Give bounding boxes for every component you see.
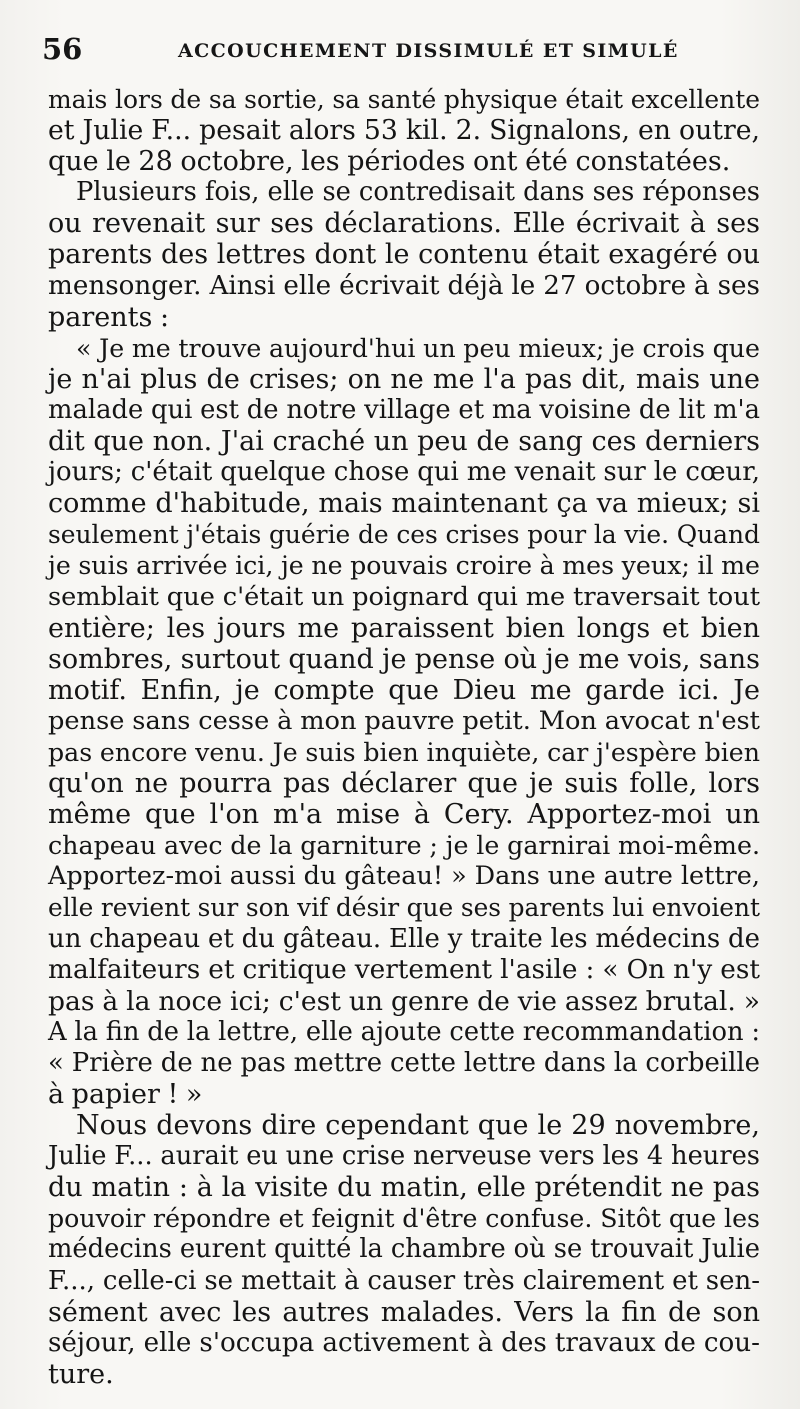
text-line: malade qui est de notre village et ma voisine de lit m'a xyxy=(48,394,760,425)
text-line: chapeau avec de la garniture ; je le garnirai moi-même. xyxy=(48,830,760,861)
text-line: séjour, elle s'occupa activement à des travaux de cou- xyxy=(48,1327,760,1358)
text-line: et Julie F... pesait alors 53 kil. 2. Signalons, en outre, xyxy=(48,115,760,147)
text-line: dit que non. J'ai craché un peu de sang ces derniers xyxy=(48,426,760,458)
text-line: ture. xyxy=(48,1358,114,1390)
text-line: sément avec les autres malades. Vers la fin de son xyxy=(48,1296,760,1328)
text-line: pense sans cesse à mon pauvre petit. Mon avocat n'est xyxy=(48,705,760,736)
text-line: A la fin de la lettre, elle ajoute cette recommandation : xyxy=(48,1016,760,1047)
text-line: comme d'habitude, mais maintenant ça va mieux; si xyxy=(48,488,760,520)
text-line: que le 28 octobre, les périodes ont été constatées. xyxy=(48,146,731,178)
text-line: parents : xyxy=(48,301,170,333)
text-line: Julie F... aurait eu une crise nerveuse vers les 4 heures xyxy=(48,1141,760,1172)
text-line: malfaiteurs et critique vertement l'asile : « On n'y est xyxy=(48,954,760,985)
text-line: F..., celle-ci se mettait à causer très clairement et sen- xyxy=(48,1265,760,1296)
text-line: un chapeau et du gâteau. Elle y traite les médecins de xyxy=(48,923,760,954)
text-line: Nous devons dire cependant que le 29 novembre, xyxy=(76,1110,760,1142)
text-line: je n'ai plus de crises; on ne me l'a pas dit, mais une xyxy=(48,363,760,395)
text-line: pas encore venu. Je suis bien inquiète, car j'espère bien xyxy=(48,737,760,767)
text-line: « Je me trouve aujourd'hui un peu mieux; je crois que xyxy=(76,333,760,363)
text-line: seulement j'étais guérie de ces crises pour la vie. Quand xyxy=(48,520,760,550)
text-line: jours; c'était quelque chose qui me venait sur le cœur, xyxy=(48,457,760,488)
text-line: motif. Enfin, je compte que Dieu me garde ici. Je xyxy=(48,674,760,706)
text-line: parents des lettres dont le contenu était exagéré ou xyxy=(48,239,760,271)
text-line: médecins eurent quitté la chambre où se trouvait Julie xyxy=(48,1234,760,1265)
text-line: même que l'on m'a mise à Cery. Apportez-moi un xyxy=(48,799,760,831)
text-line: Apportez-moi aussi du gâteau! » Dans une autre lettre, xyxy=(48,861,760,892)
text-line: entière; les jours me paraissent bien longs et bien xyxy=(48,612,760,644)
text-line: pouvoir répondre et feignit d'être confuse. Sitôt que les xyxy=(48,1204,760,1234)
text-line: à papier ! » xyxy=(48,1079,203,1110)
page-number: 56 xyxy=(42,32,83,66)
text-line: mais lors de sa sortie, sa santé physique était excellente xyxy=(48,85,760,114)
text-line: pas à la noce ici; c'est un genre de vie assez brutal. » xyxy=(48,985,760,1017)
text-line: Plusieurs fois, elle se contredisait dans ses réponses xyxy=(76,177,760,208)
text-line: ou revenait sur ses déclarations. Elle écrivait à ses xyxy=(48,208,760,240)
text-line: qu'on ne pourra pas déclarer que je suis folle, lors xyxy=(48,768,760,800)
running-title: ACCOUCHEMENT DISSIMULÉ ET SIMULÉ xyxy=(178,40,679,62)
page-header xyxy=(42,30,760,70)
text-line: sombres, surtout quand je pense où je me vois, sans xyxy=(48,643,760,675)
body-text xyxy=(48,84,760,1390)
text-line: du matin : à la visite du matin, elle prétendit ne pas xyxy=(48,1172,760,1204)
text-line: je suis arrivée ici, je ne pouvais croire à mes yeux; il me xyxy=(48,551,760,581)
text-line: mensonger. Ainsi elle écrivait déjà le 27 octobre à ses xyxy=(48,270,760,301)
text-line: elle revient sur son vif désir que ses parents lui envoient xyxy=(48,893,760,923)
text-line: « Prière de ne pas mettre cette lettre dans la corbeille xyxy=(48,1047,760,1078)
text-line: semblait que c'était un poignard qui me traversait tout xyxy=(48,581,760,612)
